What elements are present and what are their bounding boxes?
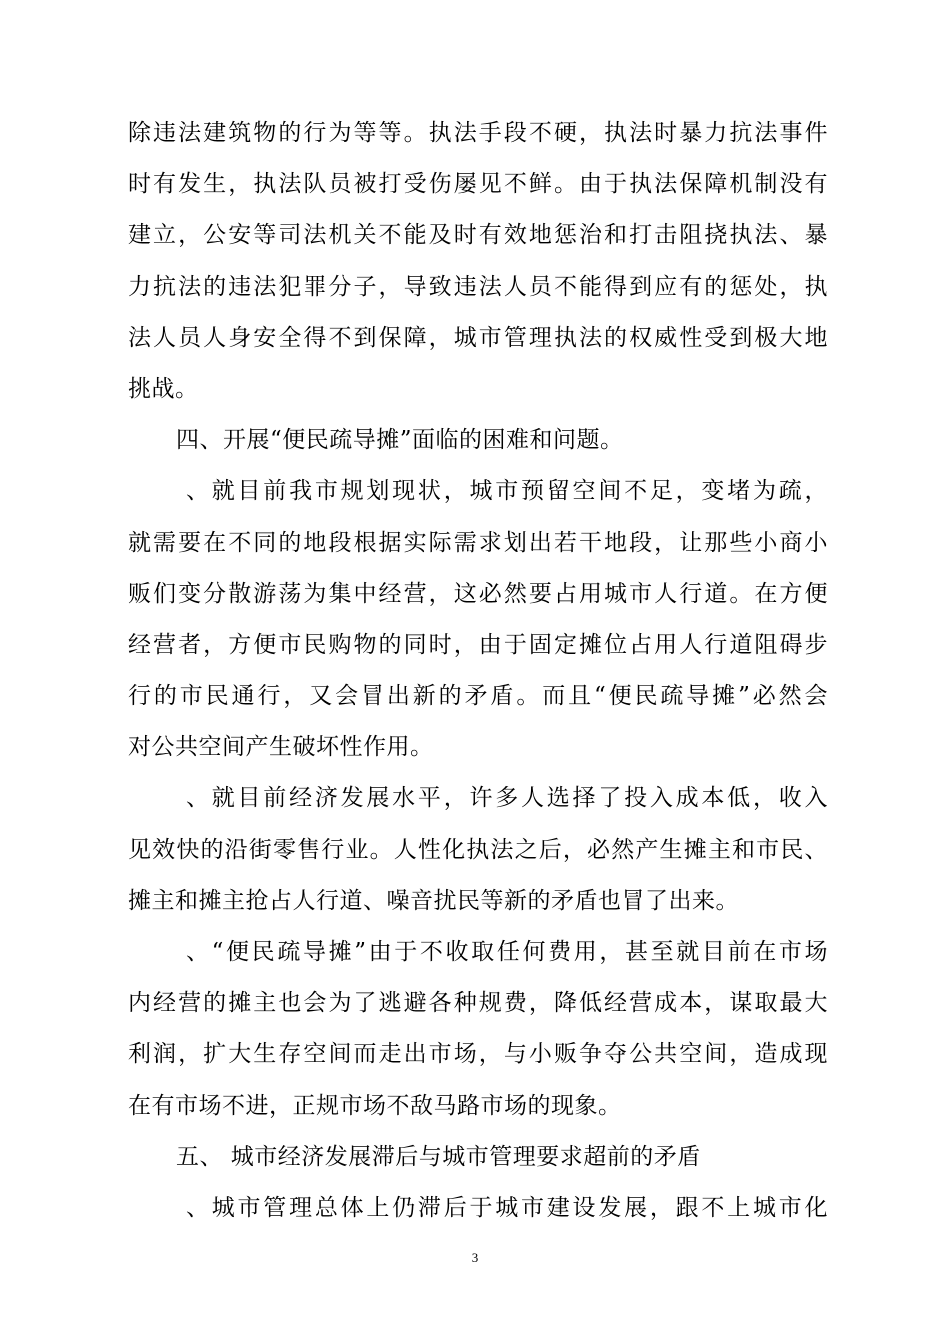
text-line: 见效快的沿街零售行业。人性化执法之后，必然产生摊主和市民、 xyxy=(128,836,828,863)
body-text xyxy=(128,108,828,1234)
text-line: 建立，公安等司法机关不能及时有效地惩治和打击阻挠执法、暴 xyxy=(128,222,828,249)
text-line: 、“便民疏导摊”由于不收取任何费用，甚至就目前在市场 xyxy=(186,939,828,965)
text-line: 就需要在不同的地段根据实际需求划出若干地段，让那些小商小 xyxy=(128,529,828,556)
text-line: 利润，扩大生存空间而走出市场，与小贩争夺公共空间，造成现 xyxy=(128,1041,828,1068)
text-line: 行的市民通行，又会冒出新的矛盾。而且“便民疏导摊”必然会 xyxy=(128,683,828,710)
text-line: 挑战。 xyxy=(128,375,199,402)
text-line: 对公共空间产生破坏性作用。 xyxy=(128,734,434,761)
text-line: 摊主和摊主抢占人行道、噪音扰民等新的矛盾也冒了出来。 xyxy=(128,887,739,914)
text-line: 经营者，方便市民购物的同时，由于固定摊位占用人行道阻碍步 xyxy=(128,631,828,658)
text-line: 除违法建筑物的行为等等。执法手段不硬，执法时暴力抗法事件 xyxy=(128,120,828,146)
text-line: 、就目前经济发展水平，许多人选择了投入成本低，收入 xyxy=(186,785,828,812)
text-line: 在有市场不进，正规市场不敌马路市场的现象。 xyxy=(128,1092,622,1119)
text-line: 、城市管理总体上仍滞后于城市建设发展，跟不上城市化 xyxy=(186,1194,828,1221)
text-line: 时有发生，执法队员被打受伤屡见不鲜。由于执法保障机制没有 xyxy=(128,171,828,198)
text-line: 力抗法的违法犯罪分子，导致违法人员不能得到应有的惩处，执 xyxy=(128,273,828,300)
page-number: 3 xyxy=(471,1250,479,1265)
text-line: 四、开展“便民疏导摊”面临的困难和问题。 xyxy=(176,427,624,454)
text-line: 、就目前我市规划现状，城市预留空间不足，变堵为疏， xyxy=(186,478,828,505)
text-line: 法人员人身安全得不到保障，城市管理执法的权威性受到极大地 xyxy=(128,324,828,351)
text-line: 贩们变分散游荡为集中经营，这必然要占用城市人行道。在方便 xyxy=(128,580,828,607)
text-line: 五、 城市经济发展滞后与城市管理要求超前的矛盾 xyxy=(176,1143,701,1170)
text-line: 内经营的摊主也会为了逃避各种规费，降低经营成本，谋取最大 xyxy=(128,990,828,1017)
